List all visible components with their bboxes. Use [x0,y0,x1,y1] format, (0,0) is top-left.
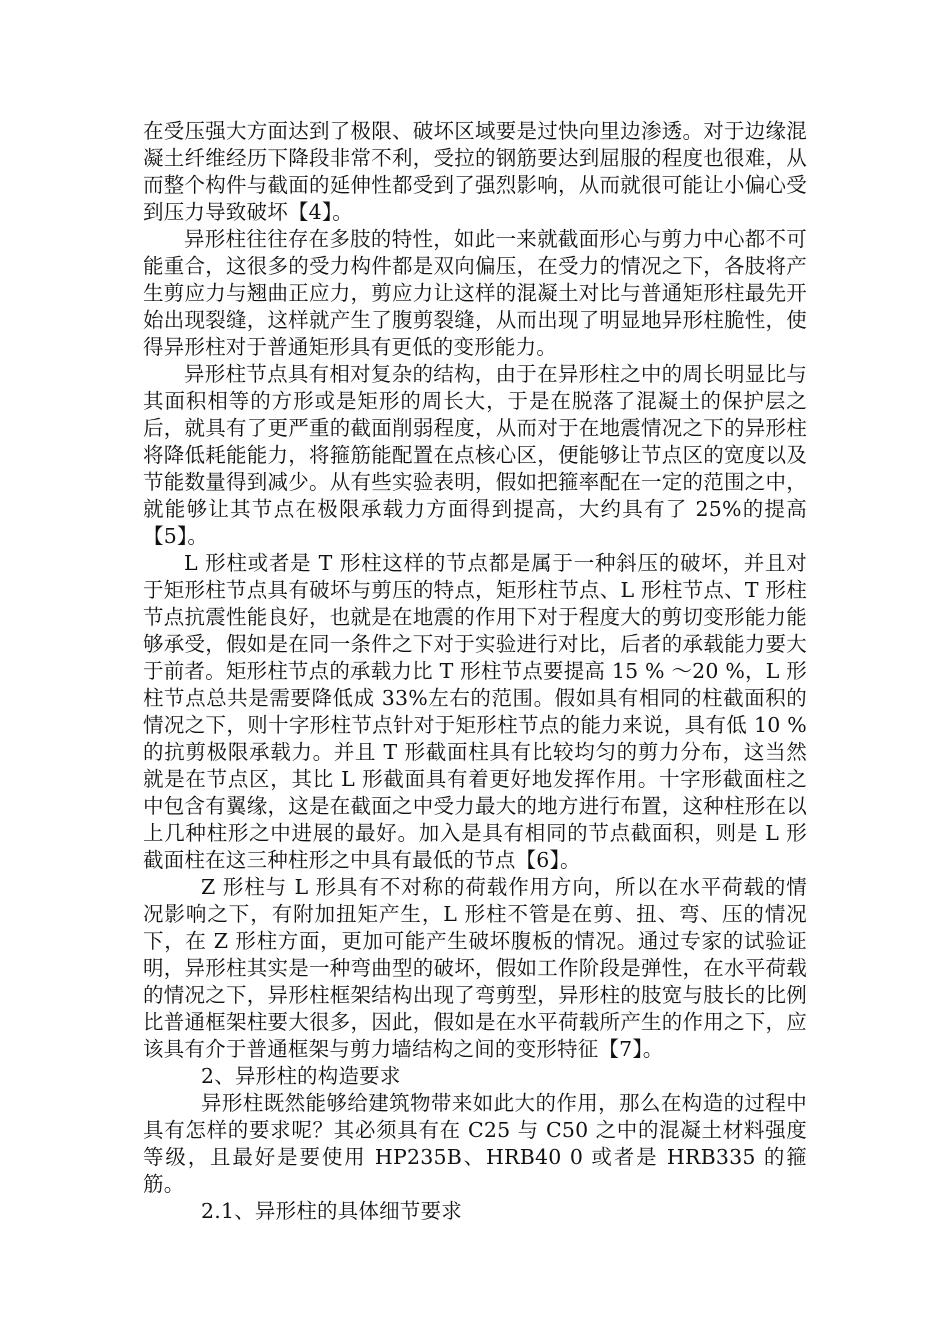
paragraph-3: 异形柱节点具有相对复杂的结构，由于在异形柱之中的周长明显比与其面积相等的方形或是矩形的周长大，于是在脱落了混凝土的保护层之后，就具有了更严重的截面削弱程度，从而对于在地震情况之下的异形柱将降低耗能能力，将箍筋能配置在点核心区，便能够让节点区的宽度以及节能数量得到减少。从有些实验表明，假如把箍率配在一定的范围之中，就能够让其节点在极限承载力方面得到提高，大约具有了 25%的提高【5】。 [143,362,807,548]
document-body [143,118,807,1225]
section-heading-2: 2、异形柱的构造要求 [201,1064,401,1088]
paragraph-5: Z 形柱与 L 形具有不对称的荷载作用方向，所以在水平荷载的情况影响之下，有附加扭矩产生，L 形柱不管是在剪、扭、弯、压的情况下，在 Z 形柱方面，更加可能产生破坏腹板的情况。通过专家的试验证明，异形柱其实是一种弯曲型的破坏，假如工作阶段是弹性，在水平荷载的情况之下，异形柱框架结构出现了弯剪型，异形柱的肢宽与肢长的比例比普通框架柱要大很多，因此，假如是在水平荷载所产生的作用之下，应该具有介于普通框架与剪力墙结构之间的变形特征【7】。 [143,875,807,1061]
subsection-heading-2-1: 2.1、异形柱的具体细节要求 [201,1199,462,1223]
paragraph-4: L 形柱或者是 T 形柱这样的节点都是属于一种斜压的破坏，并且对于矩形柱节点具有破坏与剪压的特点，矩形柱节点、L 形柱节点、T 形柱节点抗震性能良好，也就是在地震的作用下对于程度大的剪切变形能力能够承受，假如是在同一条件之下对于实验进行对比，后者的承载能力要大于前者。矩形柱节点的承载力比 T 形柱节点要提高 15 % ～20 %，L 形柱节点总共是需要降低成 33%左右的范围。假如具有相同的柱截面积的情况之下，则十字形柱节点针对于矩形柱节点的能力来说，具有低 10 %的抗剪极限承载力。并且 T 形截面柱具有比较均匀的剪力分布，这当然就是在节点区，其比 L 形截面具有着更好地发挥作用。十字形截面柱之中包含有翼缘，这是在截面之中受力最大的地方进行布置，这种柱形在以上几种柱形之中进展的最好。加入是具有相同的节点截面积，则是 L 形截面柱在这三种柱形之中具有最低的节点【6】。 [143,551,807,872]
paragraph-6: 异形柱既然能够给建筑物带来如此大的作用，那么在构造的过程中具有怎样的要求呢？其必须具有在 C25 与 C50 之中的混凝土材料强度等级，且最好是要使用 HP235B、HRB40 0 或者是 HRB335 的箍筋。 [143,1091,807,1196]
paragraph-1: 在受压强大方面达到了极限、破坏区域要是过快向里边渗透。对于边缘混凝土纤维经历下降段非常不利，受拉的钢筋要达到屈服的程度也很难，从而整个构件与截面的延伸性都受到了强烈影响，从而就很可能让小偏心受到压力导致破坏【4】。 [143,119,807,224]
paragraph-2: 异形柱往往存在多肢的特性，如此一来就截面形心与剪力中心都不可能重合，这很多的受力构件都是双向偏压，在受力的情况之下，各肢将产生剪应力与翘曲正应力，剪应力让这样的混凝土对比与普通矩形柱最先开始出现裂缝，这样就产生了腹剪裂缝，从而出现了明显地异形柱脆性，使得异形柱对于普通矩形具有更低的变形能力。 [143,227,807,359]
